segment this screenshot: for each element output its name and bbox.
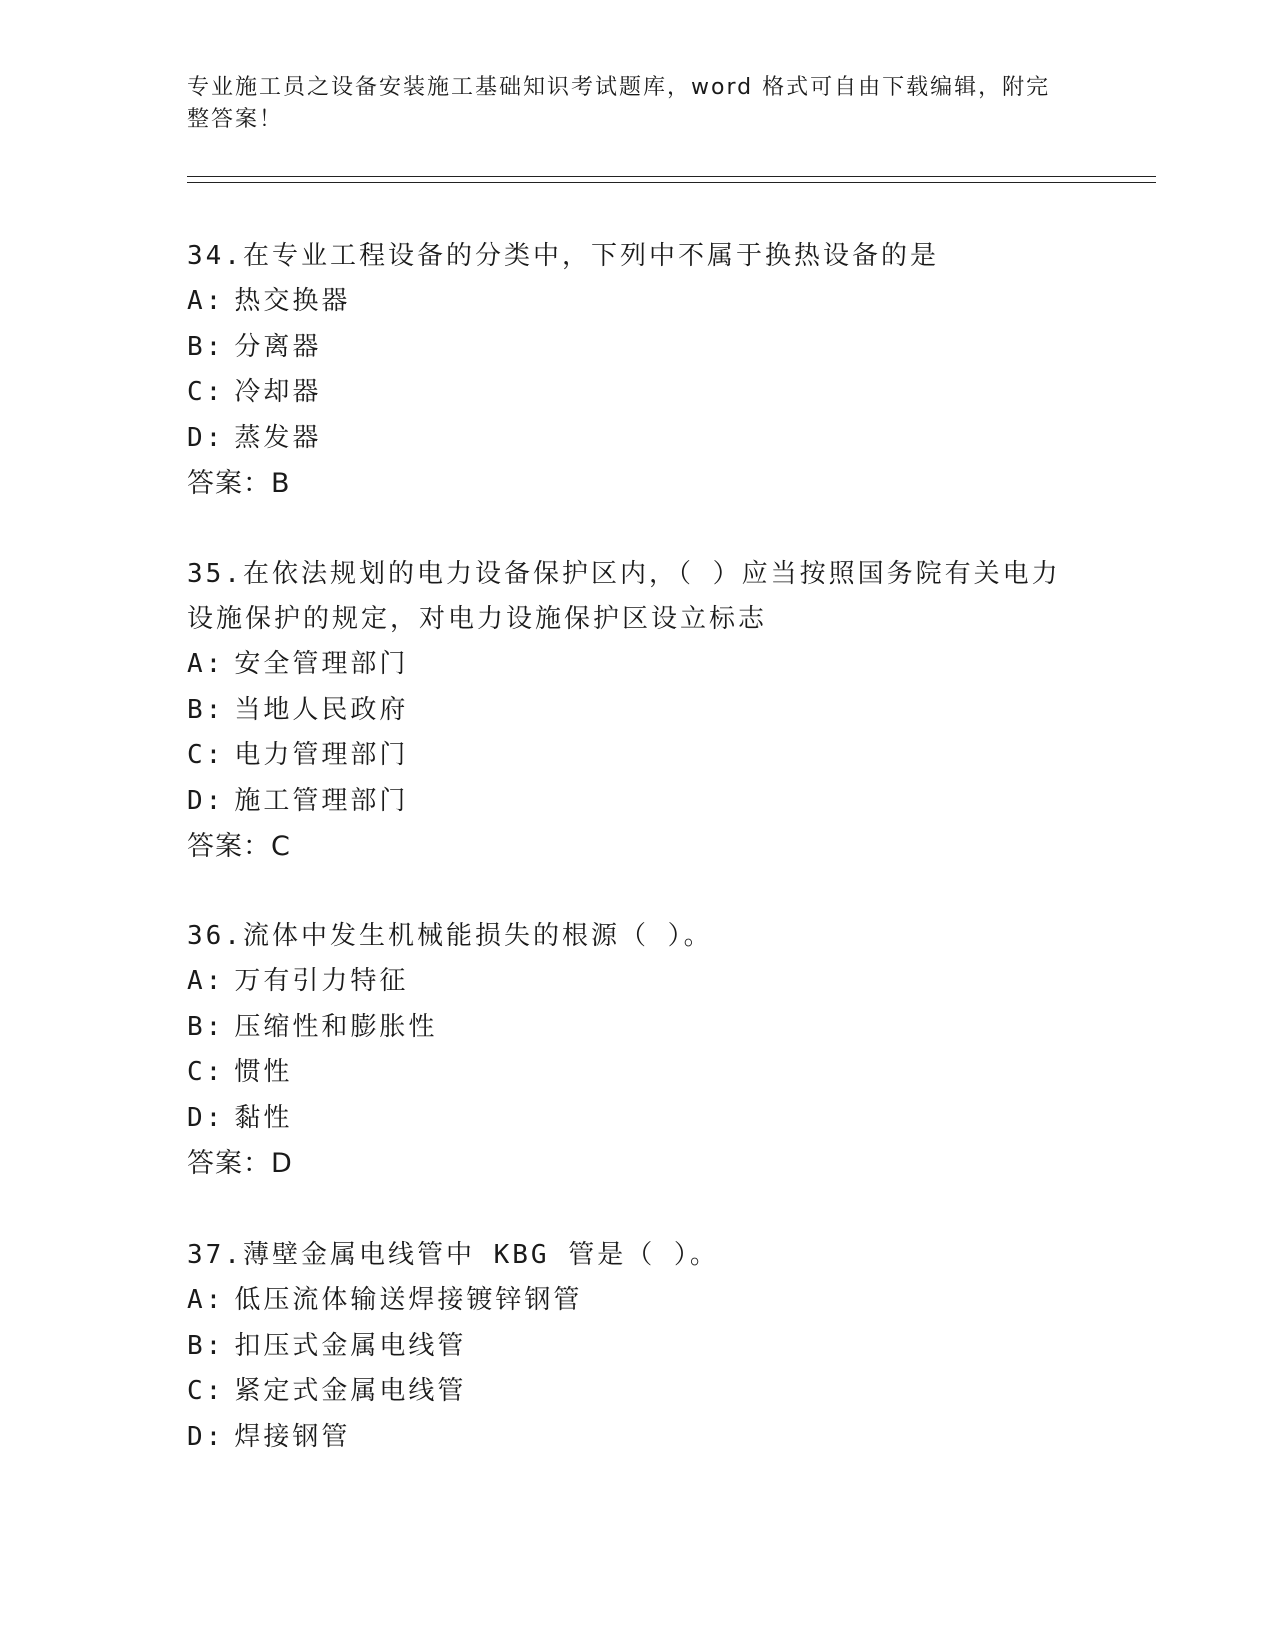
option-letter: C: bbox=[187, 1057, 225, 1087]
answer: 答案：D bbox=[187, 1148, 293, 1179]
option-a bbox=[187, 642, 1087, 688]
option-letter: B: bbox=[187, 694, 225, 725]
option-d bbox=[187, 1415, 1087, 1461]
option-text: 当地人民政府 bbox=[234, 694, 409, 725]
question-35 bbox=[187, 552, 1087, 869]
option-text: 分离器 bbox=[234, 331, 322, 362]
option-c bbox=[187, 1050, 1087, 1096]
option-b bbox=[187, 1005, 1087, 1051]
option-c bbox=[187, 733, 1087, 779]
option-letter: B: bbox=[187, 1330, 225, 1361]
question-stem: 37.薄壁金属电线管中 KBG 管是（ ）。 bbox=[187, 1240, 719, 1270]
option-letter: C: bbox=[187, 740, 225, 770]
option-letter: A: bbox=[187, 286, 225, 316]
option-letter: B: bbox=[187, 1011, 225, 1042]
answer: 答案：B bbox=[187, 468, 291, 499]
option-d bbox=[187, 1096, 1087, 1142]
question-stem: 35.在依法规划的电力设备保护区内，（ ）应当按照国务院有关电力设施保护的规定，对电力设施保护区设立标志 bbox=[187, 559, 1061, 634]
question-stem: 34.在专业工程设备的分类中，下列中不属于换热设备的是 bbox=[187, 241, 939, 271]
option-text: 冷却器 bbox=[234, 377, 322, 407]
option-c bbox=[187, 370, 1087, 416]
option-text: 黏性 bbox=[234, 1102, 293, 1133]
option-text: 施工管理部门 bbox=[234, 785, 409, 816]
option-text: 焊接钢管 bbox=[234, 1421, 351, 1452]
question-37 bbox=[187, 1233, 1087, 1460]
option-a bbox=[187, 959, 1087, 1005]
option-letter: C: bbox=[187, 377, 225, 407]
header-rule-top bbox=[187, 176, 1156, 177]
answer: 答案：C bbox=[187, 831, 291, 862]
option-letter: A: bbox=[187, 966, 225, 996]
option-text: 电力管理部门 bbox=[234, 740, 409, 770]
header-rule-bottom bbox=[187, 182, 1156, 183]
option-b bbox=[187, 325, 1087, 371]
option-text: 安全管理部门 bbox=[234, 649, 409, 679]
option-letter: D: bbox=[187, 422, 225, 453]
option-letter: D: bbox=[187, 1421, 225, 1452]
option-text: 惯性 bbox=[234, 1057, 293, 1087]
option-text: 扣压式金属电线管 bbox=[234, 1330, 467, 1361]
option-letter: D: bbox=[187, 785, 225, 816]
option-c bbox=[187, 1369, 1087, 1415]
option-letter: D: bbox=[187, 1102, 225, 1133]
question-34 bbox=[187, 234, 1087, 506]
option-d bbox=[187, 779, 1087, 825]
option-letter: B: bbox=[187, 331, 225, 362]
option-d bbox=[187, 416, 1087, 462]
option-letter: A: bbox=[187, 1285, 225, 1315]
question-stem: 36.流体中发生机械能损失的根源（ ）。 bbox=[187, 921, 713, 951]
option-text: 蒸发器 bbox=[234, 422, 322, 453]
option-b bbox=[187, 1324, 1087, 1370]
document-header: 专业施工员之设备安装施工基础知识考试题库，word 格式可自由下载编辑，附完整答案！ bbox=[187, 75, 1051, 132]
option-letter: A: bbox=[187, 649, 225, 679]
option-b bbox=[187, 688, 1087, 734]
option-text: 低压流体输送焊接镀锌钢管 bbox=[234, 1285, 583, 1315]
option-text: 热交换器 bbox=[234, 286, 351, 316]
option-a bbox=[187, 279, 1087, 325]
option-text: 紧定式金属电线管 bbox=[234, 1376, 467, 1406]
option-letter: C: bbox=[187, 1376, 225, 1406]
option-a bbox=[187, 1278, 1087, 1324]
option-text: 万有引力特征 bbox=[234, 966, 409, 996]
question-36 bbox=[187, 914, 1087, 1186]
option-text: 压缩性和膨胀性 bbox=[234, 1011, 438, 1042]
